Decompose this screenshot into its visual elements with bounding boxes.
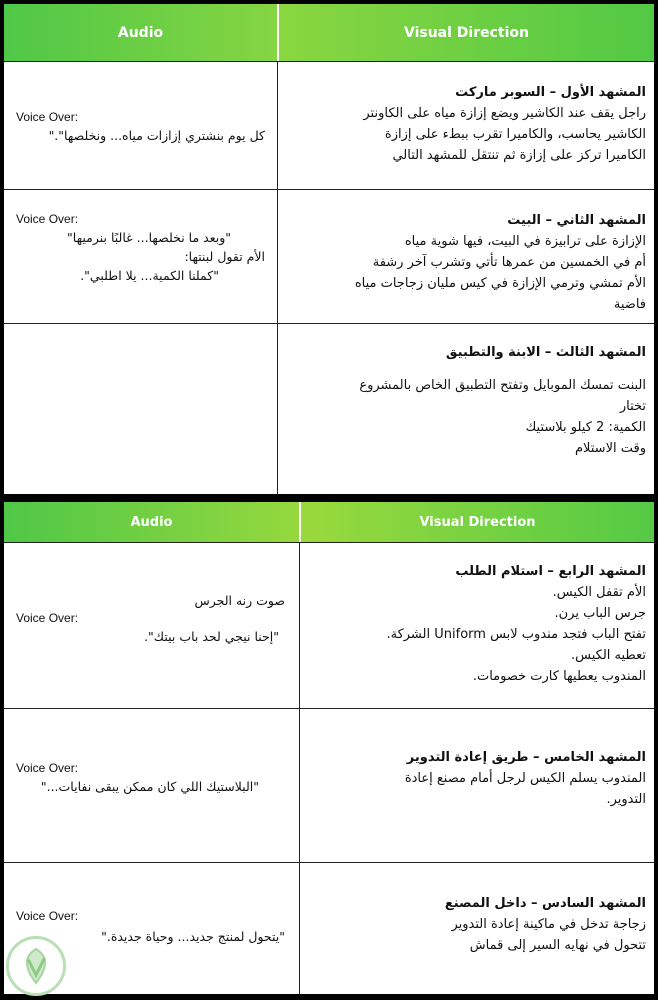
- visual-line: الأم تقفل الكيس.: [552, 585, 646, 600]
- visual-cell: [301, 863, 654, 995]
- audio-header: Audio: [4, 4, 278, 61]
- visual-line: المندوب يسلم الكيس لرجل أمام مصنع إعادة: [404, 771, 646, 786]
- visual-text: [355, 210, 646, 315]
- visual-line: فاضية: [613, 297, 646, 312]
- audio-line: "البلاستيك اللي كان ممكن يبقى نفايات...": [40, 779, 259, 794]
- visual-line: البنت تمسك الموبايل وتفتح التطبيق الخاص بالمشروع: [359, 378, 646, 393]
- visual-direction-header: Visual Direction: [301, 502, 654, 542]
- scene-title: المشهد الخامس – طريق إعادة التدوير: [406, 750, 646, 765]
- audio-line: "يتحول لمنتج جديد... وحياة جديدة.": [101, 929, 285, 944]
- visual-line: الكاميرا تركز على إزازة ثم تنتقل للمشهد التالي: [392, 148, 646, 163]
- script-table-2: [4, 502, 654, 994]
- visual-text: [363, 82, 646, 166]
- table-row: [4, 708, 654, 863]
- scene-title: المشهد الأول – السوبر ماركت: [455, 85, 646, 100]
- visual-text: [359, 342, 646, 459]
- visual-line: راجل يقف عند الكاشير ويضع إزازة مياه على الكاونتر: [363, 106, 646, 121]
- audio-cell: [4, 324, 278, 495]
- visual-text: [405, 747, 646, 810]
- script-table-1: [4, 4, 654, 494]
- visual-line: الكمية: 2 كيلو بلاستيك: [525, 420, 646, 435]
- visual-line: تتحول في نهايه السير إلى قماش: [469, 938, 646, 953]
- audio-line: كل يوم بنشتري إزازات مياه... ونخلصها".": [48, 128, 265, 143]
- visual-cell: [279, 190, 654, 324]
- audio-line: "كملنا الكمية... يلا اطلبي".: [80, 268, 219, 283]
- voice-over-label: Voice Over:: [16, 761, 79, 775]
- audio-line: "وبعد ما نخلصها... غالبًا بنرميها": [67, 230, 231, 245]
- visual-line: تعطيه الكيس.: [571, 648, 646, 663]
- table-row: [4, 323, 654, 495]
- audio-line: الأم تقول لبنتها:: [184, 249, 265, 264]
- audio-cell: [4, 190, 278, 324]
- scene-title: المشهد الثاني – البيت: [507, 213, 646, 228]
- audio-cell: [4, 543, 300, 709]
- voice-over-label: Voice Over:: [16, 110, 79, 124]
- visual-line: تفتح الباب فتجد مندوب لابس Uniform الشركة.: [386, 627, 646, 642]
- visual-cell: [301, 543, 654, 709]
- visual-line: الإزازة على ترابيزة في البيت، فيها شوية مياه: [404, 234, 646, 249]
- audio-line: "إحنا نيجي لحد باب بيتك".: [144, 629, 279, 644]
- table-row: [4, 862, 654, 995]
- scene-title: المشهد السادس – داخل المصنع: [444, 896, 646, 911]
- visual-line: الكاشير يحاسب، والكاميرا تقرب ببطء على إزازة: [384, 127, 646, 142]
- visual-line: الأم تمشي وترمي الإزازة في كيس مليان زجاجات مياه: [354, 276, 646, 291]
- visual-line: التدوير.: [606, 792, 646, 807]
- visual-line: وقت الاستلام: [574, 441, 646, 456]
- visual-line: أم في الخمسين من عمرها تأتي وتشرب آخر رشفة: [372, 255, 646, 270]
- visual-text: [445, 893, 646, 956]
- visual-line: تختار: [619, 399, 646, 414]
- visual-line: جرس الباب يرن.: [554, 606, 646, 621]
- scene-title: المشهد الثالث – الابنة والتطبيق: [445, 345, 646, 360]
- scene-title: المشهد الرابع – استلام الطلب: [455, 564, 646, 579]
- audio-header: Audio: [4, 502, 300, 542]
- visual-line: زجاجة تدخل في ماكينة إعادة التدوير: [451, 917, 646, 932]
- table-row: [4, 542, 654, 709]
- leaf-logo-icon: [6, 936, 66, 996]
- visual-direction-header: Visual Direction: [279, 4, 654, 61]
- audio-cell: [4, 709, 300, 863]
- audio-cell: [4, 62, 278, 190]
- voice-over-label: Voice Over:: [16, 212, 79, 226]
- table-row: [4, 189, 654, 324]
- sound-effect-label: صوت رنه الجرس: [194, 593, 285, 608]
- table-row: [4, 61, 654, 190]
- visual-cell: [279, 324, 654, 495]
- visual-text: [386, 561, 646, 687]
- voice-over-label: Voice Over:: [16, 909, 79, 923]
- visual-line: المندوب يعطيها كارت خصومات.: [472, 669, 646, 684]
- visual-cell: [279, 62, 654, 190]
- visual-cell: [301, 709, 654, 863]
- voice-over-label: Voice Over:: [16, 611, 79, 625]
